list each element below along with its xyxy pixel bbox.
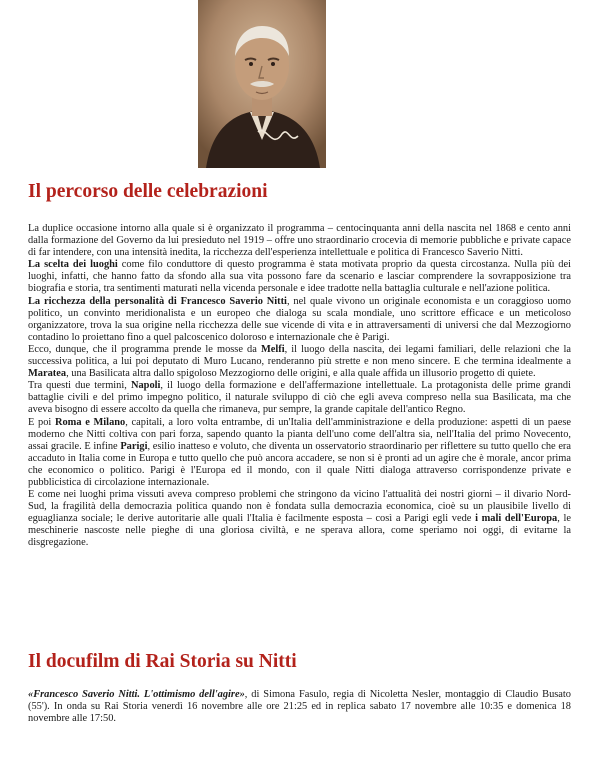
paragraph-text: , le meschinerie nascoste nelle pieghe di una gloriosa civiltà, e ne sperava allora, come speriamo noi oggi, di evitarne la disgregazione. [28, 513, 571, 549]
paragraph-text: Tra questi due termini, [28, 380, 131, 392]
paragraph-text: La duplice occasione intorno alla quale si è organizzato il programma – centocinquanta anni della nascita nel 1868 e cento anni dalla formazione del Governo da lui presieduto nel 1919 – offre uno straordinario crocevia di memorie pubbliche e private capace di far intendere, con una intensità inedita, la ricchezza dell'esperienza intellettuale e politica di Francesco Saverio Nitti. [28, 223, 571, 259]
paragraph-text: , nel quale vivono un originale economista e un coraggioso uomo politico, un convinto meridionalista e un europeo che dialoga su scala mondiale, uno scrittore efficace e un meticoloso organizzatore, trova la sua origine nella ricchezza delle sue vicende di vita e in attraversamenti di universi che dal Mezzogiorno contadino lo proiettano fino a quel palcoscenico doloroso e internazionale che è Parigi. [28, 295, 571, 343]
paragraph-text: E come nei luoghi prima vissuti aveva compreso problemi che stringono da vicino l'attualità dei nostri giorni – il divario Nord-Sud, la fragilità della democrazia politica quando non è fondata sulla democrazia economica, cioè su un plausibile livello di eguaglianza sociale; le derive autoritarie alle quali l'Italia è facilmente esposta – così a Parigi egli vede [28, 489, 571, 525]
section-body-docufilm [28, 689, 571, 725]
bold-phrase: La ricchezza della personalità di Francesco Saverio Nitti [28, 295, 287, 307]
paragraph-text: Ecco, dunque, che il programma prende le mosse da [28, 343, 261, 355]
paragraph-text: come filo conduttore di questo programma è stata motivata proprio da questa circostanza. Nulla più dei luoghi, infatti, che hanno fatto da sfondo alla sua vita possono fare da scenario e lasciar comprendere la sovrapposizione tra biografia e storia, tra sentimenti maturati nella vicenda personale e idee tradotte nella battaglia culturale e nell'azione politica. [28, 259, 571, 295]
section-title-docufilm: Il docufilm di Rai Storia su Nitti [28, 651, 297, 672]
portrait-icon [198, 0, 326, 168]
bold-place-roma-milano: Roma e Milano [54, 416, 126, 428]
paragraph-text: , il luogo della nascita, dei legami familiari, delle relazioni che la successiva politica, a lui poi deputato di Muro Lucano, renderanno più strette e non meno sincere. E che termina idealmente a [28, 343, 571, 368]
paragraph-1 [28, 223, 571, 259]
bold-place-parigi: Parigi [120, 440, 148, 452]
portrait-photo [198, 0, 326, 168]
bold-place-napoli: Napoli [130, 380, 161, 392]
paragraph-text: , capitali, a loro volta entrambe, di un'Italia dell'amministrazione e della produzione: aspetti di un paese moderno che Nitti coltiva con pari forza, sapendo quanto la pianta dell'uno come dell'altra sia, nell'Italia del primo Novecento, assai gracile. E infine [28, 416, 571, 452]
paragraph-4 [28, 344, 571, 380]
docufilm-paragraph [28, 689, 571, 725]
paragraph-text: , una Basilicata altra dallo spigoloso Mezzogiorno delle origini, e alla quale affida un illusorio progetto di quiete. [66, 368, 536, 380]
section-body-celebrazioni [28, 223, 571, 550]
bold-place-melfi: Melfi [260, 343, 285, 355]
paragraph-7 [28, 489, 571, 549]
film-title: «Francesco Saverio Nitti. L'ottimismo dell'agire» [28, 689, 245, 700]
bold-phrase: i mali dell'Europa [475, 513, 558, 525]
paragraph-text: , di Simona Fasulo, regia di Nicoletta Nesler, montaggio di Claudio Busato (55'). In onda su Rai Storia venerdì 16 novembre alle ore 21:25 ed in replica sabato 17 novembre alle 10:35 e domenica 18 novembre alle 17:50. [28, 689, 572, 725]
paragraph-3 [28, 296, 571, 344]
paragraph-text: , esilio inatteso e voluto, che diventa un osservatorio straordinario per riflettere su tutto quello che era accaduto in Italia come in Europa e tutto quello che può ancora accadere, se non si è pronti ad un agire che è morale, ancor prima che economico o politico. Parigi è l'Europa ed il mondo, con il quale Nitti dialoga attraverso corrispondenze private e pubblicistica di circolazione internazionale. [28, 440, 571, 488]
paragraph-6 [28, 417, 571, 490]
paragraph-text: E poi [28, 416, 55, 428]
bold-place-maratea: Maratea [28, 368, 67, 380]
bold-phrase: La scelta dei luoghi [28, 259, 118, 271]
paragraph-5 [28, 380, 571, 416]
section-title-celebrazioni: Il percorso delle celebrazioni [28, 181, 268, 202]
paragraph-2 [28, 259, 571, 295]
paragraph-text: , il luogo della formazione e dell'affermazione intellettuale. La protagonista delle prime grandi battaglie civili e del primo impegno politico, il naturale sviluppo di ciò che egli aveva compreso nella sua Basilicata, ma che aveva bisogno di essere accolto da quella che rimaneva, pur sempre, la grande capitale dell'antico Regno. [28, 380, 572, 416]
